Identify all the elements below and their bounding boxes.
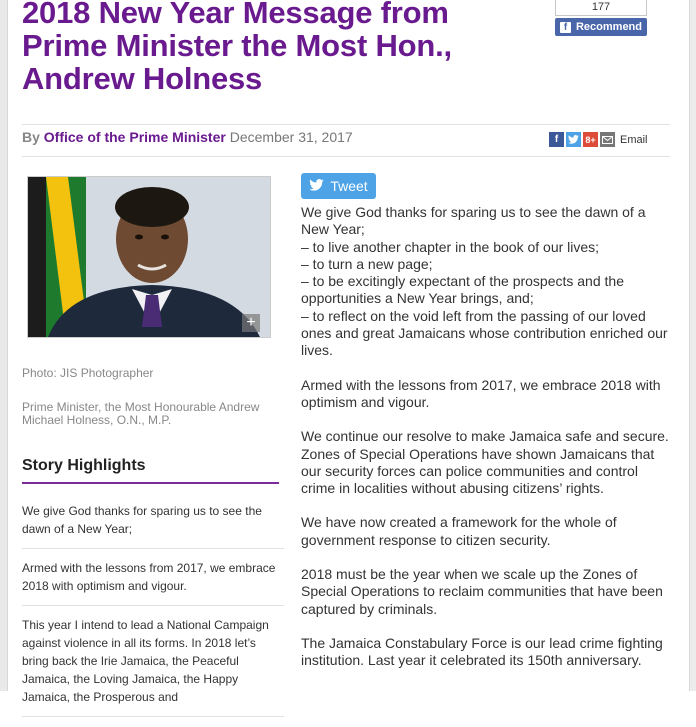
- story-highlights-heading: Story Highlights: [22, 457, 146, 474]
- email-icon[interactable]: [600, 132, 615, 147]
- page-title: 2018 New Year Message from Prime Minister the Most Hon., Andrew Holness: [22, 0, 452, 96]
- facebook-like-count: 177: [555, 0, 647, 16]
- article-paragraph: The Jamaica Constabulary Force is our lead crime fighting institution. Last year it celebrated its 150th anniversary.: [301, 634, 663, 669]
- divider: [22, 124, 670, 125]
- photo-credit: Photo: JIS Photographer: [22, 366, 154, 380]
- article-line: – to be excitingly expectant of the prospects and the opportunities a New Year brings, and;: [301, 273, 624, 307]
- twitter-bird-icon: [309, 178, 324, 194]
- article-paragraph: 2018 must be the year when we scale up the Zones of Special Operations to reclaim communities that have been captured by criminals.: [301, 566, 663, 617]
- facebook-widget: [555, 0, 647, 36]
- article-paragraph: [301, 204, 671, 360]
- window-left-edge: [0, 0, 8, 691]
- article-line: – to live another chapter in the book of our lives;: [301, 238, 600, 255]
- highlight-item: Armed with the lessons from 2017, we embrace 2018 with optimism and vigour.: [22, 559, 284, 606]
- prime-minister-photo[interactable]: [27, 176, 271, 338]
- highlight-item: We give God thanks for sparing us to see the dawn of a New Year;: [22, 502, 284, 549]
- highlights-list: [22, 502, 284, 727]
- share-bar: [549, 132, 648, 147]
- by-label: By: [22, 129, 40, 145]
- recommend-label: Recommend: [575, 21, 643, 33]
- highlight-item: This year I intend to lead a National Campaign against violence in all its forms. In 2018 let’s bring back the Irie Jamaica, the Peaceful Jamaica, the Loving Jamaica, the Happy Jamaica, the Prosperous and: [22, 616, 284, 717]
- tweet-label: Tweet: [330, 178, 368, 194]
- facebook-icon: f: [560, 22, 571, 33]
- article-paragraph: We continue our resolve to make Jamaica safe and secure. Zones of Special Operations have shown Jamaicans that our security forces can police communities and control crime in localities without abusing citizens’ rights.: [301, 428, 669, 497]
- publish-date: December 31, 2017: [229, 129, 353, 145]
- facebook-recommend-button[interactable]: [555, 18, 647, 36]
- article-line: – to turn a new page;: [301, 255, 433, 272]
- author-link[interactable]: Office of the Prime Minister: [43, 129, 226, 145]
- article-line: – to reflect on the void left from the passing of our loved ones and great Jamaicans whose contribution enriched our lives.: [301, 307, 668, 359]
- email-share-link[interactable]: Email: [620, 133, 648, 146]
- portrait-image: [28, 177, 270, 337]
- twitter-share-icon[interactable]: [566, 132, 581, 147]
- article-body: [301, 204, 671, 687]
- facebook-share-icon[interactable]: f: [549, 132, 564, 147]
- expand-plus-icon[interactable]: +: [242, 314, 260, 332]
- divider: [22, 156, 670, 157]
- article-paragraph: We have now created a framework for the whole of government response to citizen security.: [301, 514, 617, 548]
- tweet-button[interactable]: [301, 173, 376, 199]
- window-right-edge: [689, 0, 696, 691]
- article-paragraph: Armed with the lessons from 2017, we embrace 2018 with optimism and vigour.: [301, 376, 661, 410]
- photo-description: Prime Minister, the Most Honourable Andrew Michael Holness, O.N., M.P.: [22, 400, 260, 427]
- byline: [22, 129, 353, 145]
- highlights-rule: [22, 482, 279, 484]
- google-plus-share-icon[interactable]: 8+: [583, 132, 598, 147]
- article-line: We give God thanks for sparing us to see the dawn of a New Year;: [301, 204, 646, 238]
